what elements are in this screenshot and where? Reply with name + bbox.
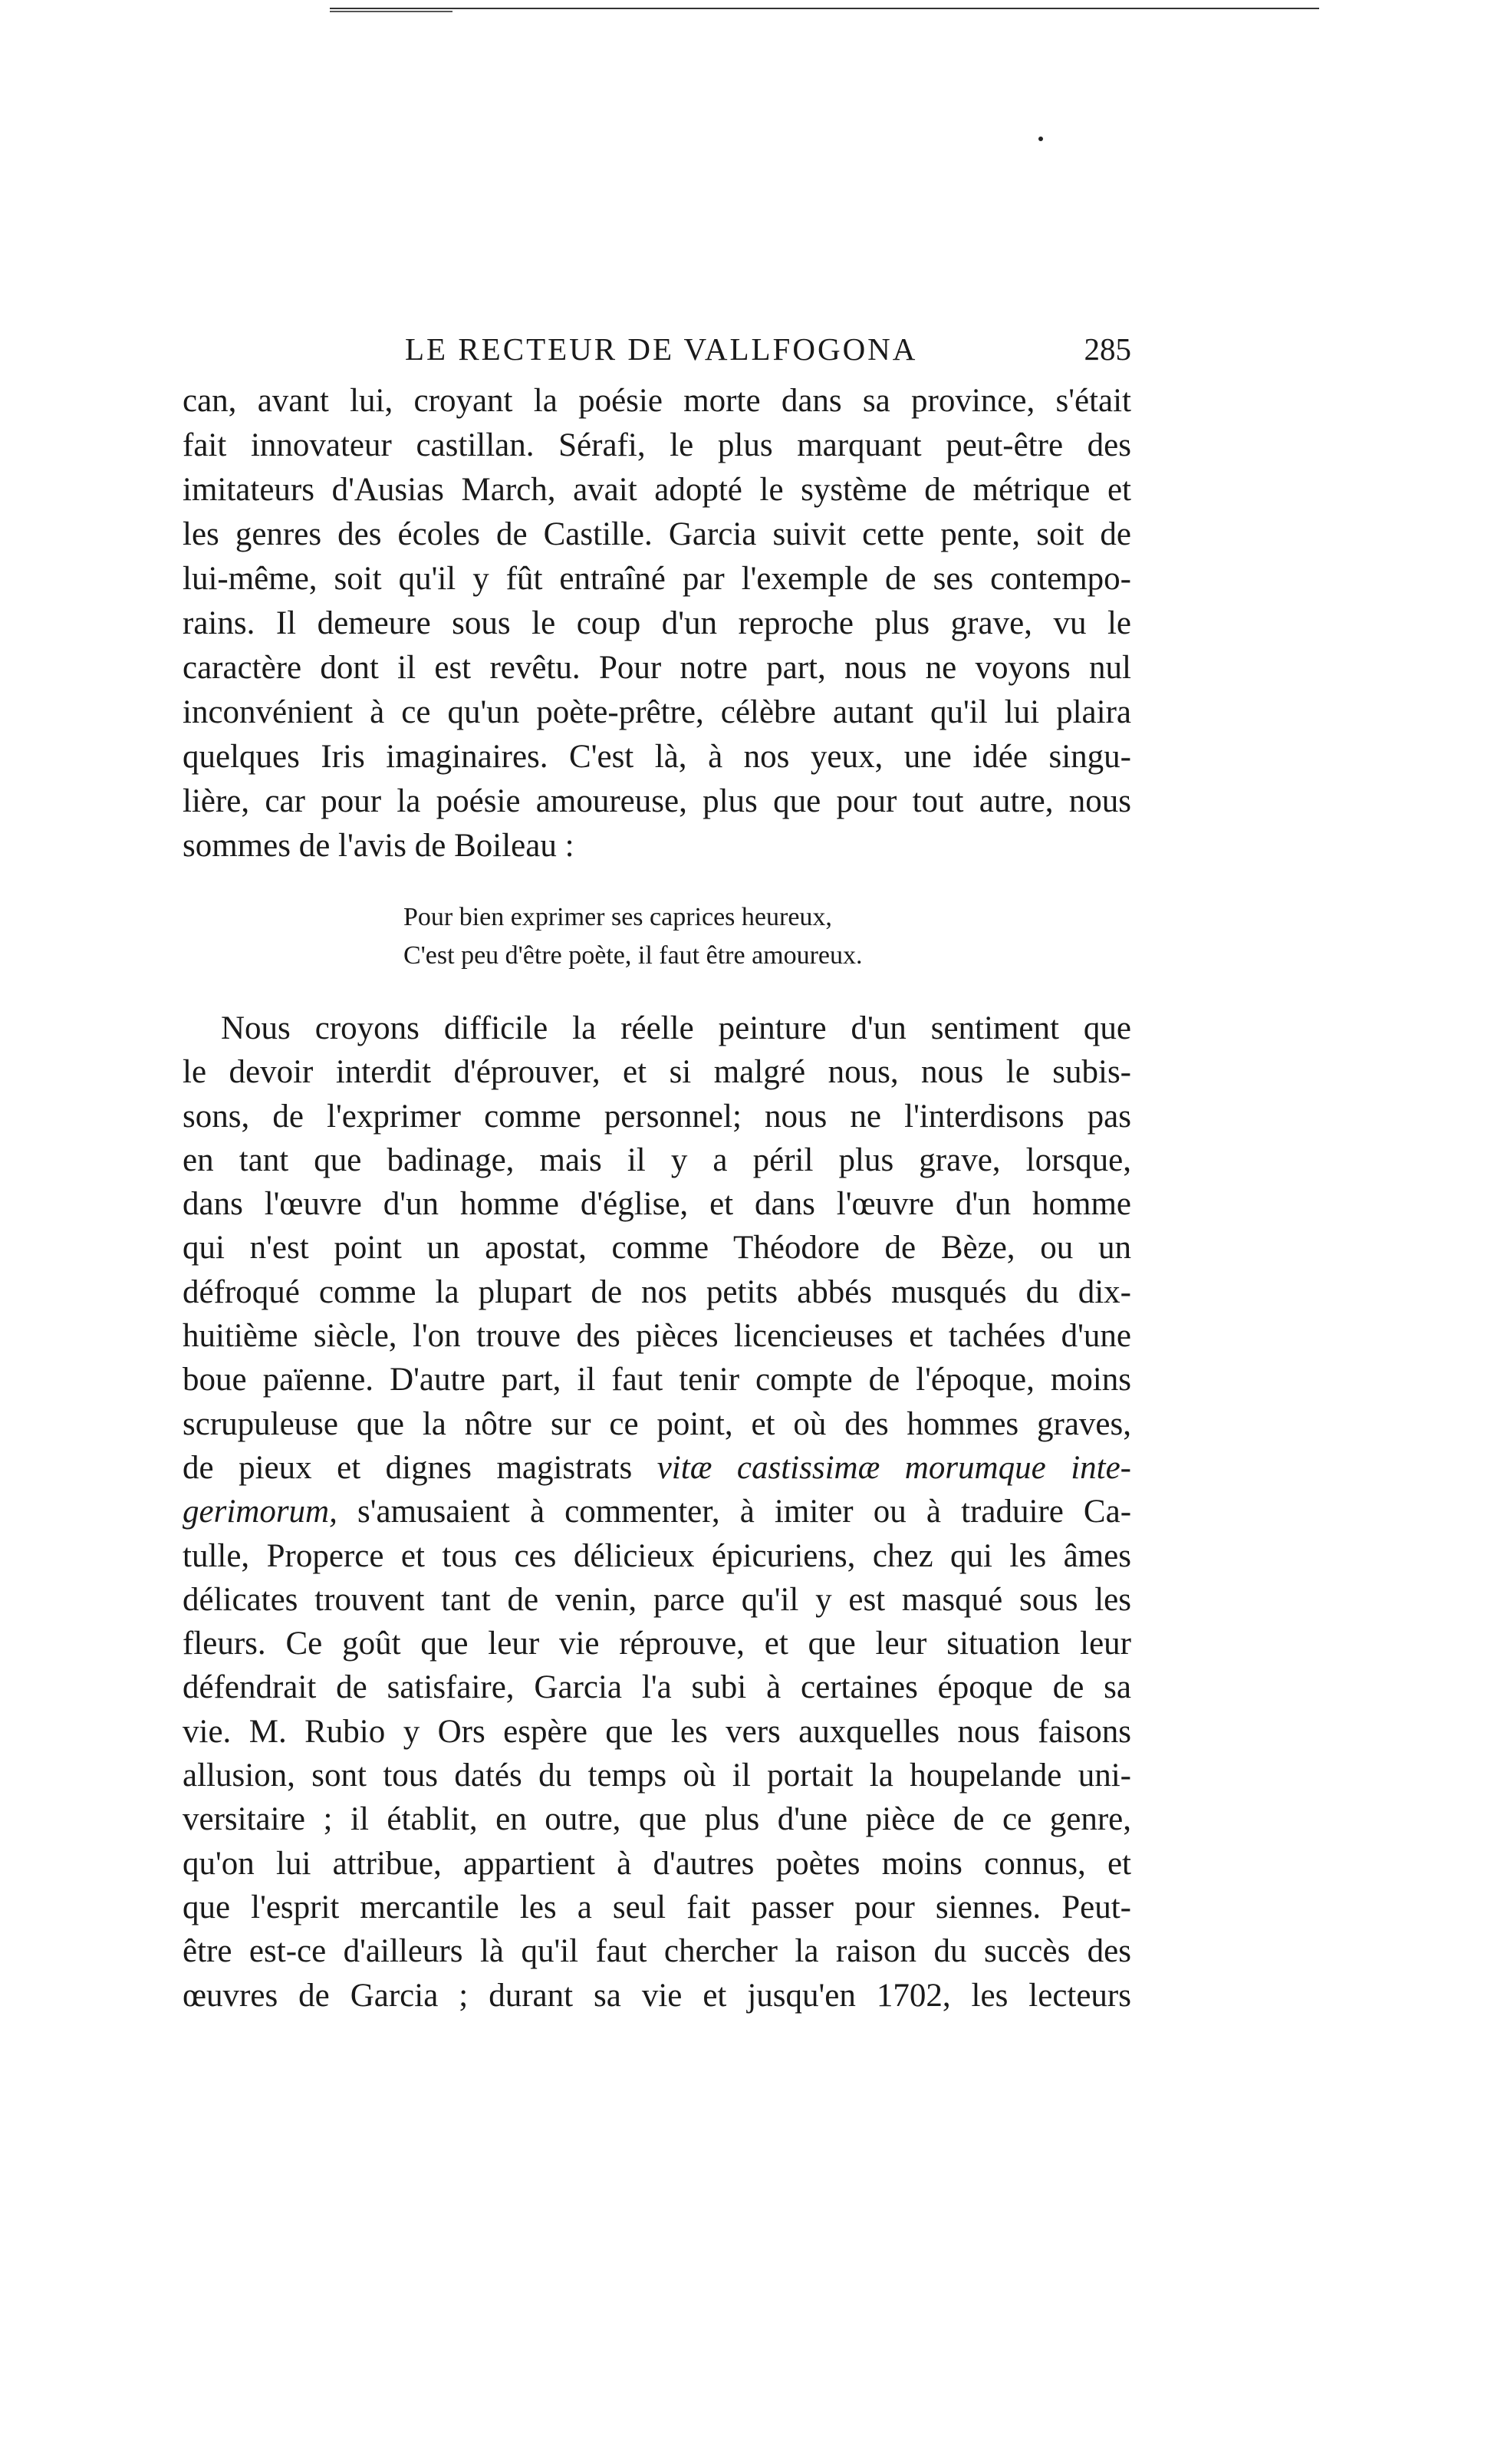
text-line: œuvres de Garcia ; durant sa vie et jusqu'en 1702, les lecteurs [183, 1977, 1131, 2014]
text-line: lière, car pour la poésie amoureuse, plus que pour tout autre, nous [183, 783, 1131, 819]
text-line: les genres des écoles de Castille. Garcia suivit cette pente, soit de [183, 516, 1131, 552]
text-line: quelques Iris imaginaires. C'est là, à nos yeux, une idée singu- [183, 739, 1131, 775]
text-line: caractère dont il est revêtu. Pour notre part, nous ne voyons nul [183, 650, 1131, 686]
text-line: tulle, Properce et tous ces délicieux épicuriens, chez qui les âmes [183, 1537, 1131, 1574]
text-line: sommes de l'avis de Boileau : [183, 828, 574, 864]
text-line: boue païenne. D'autre part, il faut tenir compte de l'époque, moins [183, 1362, 1131, 1398]
latin-phrase: vitæ castissimæ morumque inte- [657, 1449, 1131, 1486]
top-rule-fragment [330, 11, 452, 12]
text-line: Nous croyons difficile la réelle peinture d'un sentiment que [221, 1010, 1131, 1046]
text-line: versitaire ; il établit, en outre, que plus d'une pièce de ce genre, [183, 1801, 1131, 1838]
text-line: scrupuleuse que la nôtre sur ce point, et où des hommes graves, [183, 1405, 1131, 1442]
text-line: défendrait de satisfaire, Garcia l'a subi à certaines époque de sa [183, 1669, 1131, 1706]
top-rule [330, 8, 1319, 9]
text-fragment: s'amusaient à commenter, à imiter ou à traduire Ca- [357, 1494, 1132, 1530]
text-line: fleurs. Ce goût que leur vie réprouve, et que leur situation leur [183, 1626, 1131, 1662]
text-fragment: de pieux et dignes magistrats [183, 1449, 633, 1486]
text-line: inconvénient à ce qu'un poète-prêtre, célèbre autant qu'il lui plaira [183, 694, 1131, 730]
text-line: lui-même, soit qu'il y fût entraîné par l'exemple de ses contempo- [183, 561, 1131, 597]
latin-phrase: gerimorum, [183, 1494, 337, 1530]
text-line: que l'esprit mercantile les a seul fait passer pour siennes. Peut- [183, 1889, 1131, 1925]
text-line [183, 1446, 1131, 1490]
text-line: en tant que badinage, mais il y a péril plus grave, lorsque, [183, 1141, 1131, 1178]
verse-line: Pour bien exprimer ses caprices heureux, [403, 903, 832, 931]
page-number: 285 [1084, 331, 1131, 367]
text-line: can, avant lui, croyant la poésie morte dans sa province, s'était [183, 383, 1131, 419]
verse-line: C'est peu d'être poète, il faut être amoureux. [403, 941, 863, 970]
text-line: délicates trouvent tant de venin, parce qu'il y est masqué sous les [183, 1581, 1131, 1618]
paragraph-2 [183, 1006, 1131, 2018]
page-header [183, 326, 1131, 372]
text-line: qui n'est point un apostat, comme Théodore de Bèze, ou un [183, 1230, 1131, 1267]
text-line: le devoir interdit d'éprouver, et si malgré nous, nous le subis- [183, 1054, 1131, 1091]
text-line: huitième siècle, l'on trouve des pièces licencieuses et tachées d'une [183, 1318, 1131, 1355]
verse-quotation [403, 898, 863, 975]
text-line: rains. Il demeure sous le coup d'un reproche plus grave, vu le [183, 605, 1131, 641]
running-title: LE RECTEUR DE VALLFOGONA [405, 331, 918, 367]
text-line: imitateurs d'Ausias March, avait adopté le système de métrique et [183, 472, 1131, 508]
text-line: sons, de l'exprimer comme personnel; nous ne l'interdisons pas [183, 1098, 1131, 1135]
text-line: qu'on lui attribue, appartient à d'autres poètes moins connus, et [183, 1845, 1131, 1882]
text-line [183, 1490, 1131, 1533]
text-line: défroqué comme la plupart de nos petits abbés musqués du dix- [183, 1273, 1131, 1310]
text-line: dans l'œuvre d'un homme d'église, et dans l'œuvre d'un homme [183, 1186, 1131, 1223]
text-line: allusion, sont tous datés du temps où il portait la houpelande uni- [183, 1757, 1131, 1794]
text-line: fait innovateur castillan. Sérafi, le plus marquant peut-être des [183, 427, 1131, 463]
text-line: vie. M. Rubio y Ors espère que les vers auxquelles nous faisons [183, 1713, 1131, 1750]
ink-speck [1038, 137, 1043, 141]
text-line: être est-ce d'ailleurs là qu'il faut chercher la raison du succès des [183, 1933, 1131, 1970]
paragraph-1 [183, 379, 1131, 868]
